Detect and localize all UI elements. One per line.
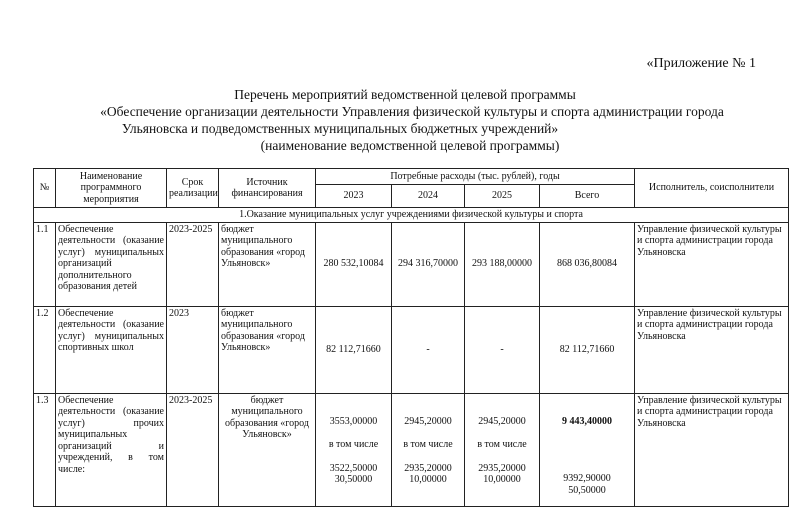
row-source: бюджет муниципального образования «город Ульяновск»: [219, 393, 316, 506]
title-line-2: «Обеспечение организации деятельности Управления физической культуры и спорта администрации города: [100, 104, 724, 119]
row-num: 1.1: [34, 222, 56, 306]
header-num: №: [34, 169, 56, 208]
row-2025: 2945,20000: [478, 415, 526, 427]
row-term: 2023-2025: [167, 393, 219, 506]
appendix-label: «Приложение № 1: [646, 56, 756, 71]
row-total-sub2: 50,50000: [568, 484, 606, 496]
row-2024-sub2: 10,00000: [409, 474, 447, 485]
section-row: [34, 208, 789, 223]
row-2024: -: [392, 306, 465, 393]
header-row-1: [34, 169, 789, 185]
header-total: Всего: [540, 185, 635, 208]
header-executor: Исполнитель, соисполнители: [635, 169, 789, 208]
activities-table: [33, 168, 789, 507]
row-2024: 294 316,70000: [392, 222, 465, 306]
row-2025-sub2: 10,00000: [483, 474, 521, 485]
row-num: 1.3: [34, 393, 56, 506]
table-row: [34, 222, 789, 306]
table-row: [34, 393, 789, 506]
row-2023-sub1: 3522,50000: [329, 462, 378, 474]
row-executor: Управление физической культуры и спорта администрации города Ульяновска: [635, 393, 789, 506]
row-source: бюджет муниципального образования «город Ульяновск»: [219, 306, 316, 393]
row-2023-cell: [316, 393, 392, 506]
document-title: [0, 86, 800, 154]
header-2023: 2023: [316, 185, 392, 208]
row-2023-sub2: 30,50000: [334, 474, 373, 485]
row-2025: -: [465, 306, 540, 393]
row-2024-sub1: 2935,20000: [404, 462, 452, 474]
row-name: Обеспечение деятельности (оказание услуг) муниципальных спортивных школ: [56, 306, 167, 393]
header-2025: 2025: [465, 185, 540, 208]
row-total-sub1: 9392,90000: [563, 473, 611, 484]
row-2023: 82 112,71660: [316, 306, 392, 393]
title-line-4: (наименование ведомственной целевой программы): [260, 138, 560, 153]
row-2025-sub1: 2935,20000: [478, 462, 526, 474]
row-executor: Управление физической культуры и спорта администрации города Ульяновска: [635, 306, 789, 393]
row-2024: 2945,20000: [404, 415, 452, 427]
header-source: Источник финансирования: [219, 169, 316, 208]
row-total-cell: [540, 393, 635, 506]
row-2025-cell: [465, 393, 540, 506]
section-title: 1.Оказание муниципальных услуг учреждениями физической культуры и спорта: [34, 208, 789, 223]
row-2025-incl: в том числе: [477, 439, 527, 450]
row-executor: Управление физической культуры и спорта администрации города Ульяновска: [635, 222, 789, 306]
row-total: 9 443,40000: [562, 415, 613, 427]
title-line-1: Перечень мероприятий ведомственной целевой программы: [234, 87, 576, 102]
row-2023-incl: в том числе: [328, 439, 379, 450]
header-expenses: Потребные расходы (тыс. рублей), годы: [316, 169, 635, 185]
row-term: 2023: [167, 306, 219, 393]
row-2024-incl: в том числе: [403, 439, 453, 450]
header-2024: 2024: [392, 185, 465, 208]
row-name: Обеспечение деятельности (оказание услуг) прочих муниципальных организаций и учреждений, в том числе:: [56, 393, 167, 506]
row-num: 1.2: [34, 306, 56, 393]
row-source: бюджет муниципального образования «город Ульяновск»: [219, 222, 316, 306]
row-total: 868 036,80084: [540, 222, 635, 306]
header-name: Наименование программного мероприятия: [56, 169, 167, 208]
row-term: 2023-2025: [167, 222, 219, 306]
title-line-3: Ульяновска и подведомственных муниципальных бюджетных учреждений»: [121, 121, 559, 136]
row-total: 82 112,71660: [540, 306, 635, 393]
row-2023: 280 532,10084: [316, 222, 392, 306]
row-2024-cell: [392, 393, 465, 506]
table-row: [34, 306, 789, 393]
row-2025: 293 188,00000: [465, 222, 540, 306]
header-term: Срок реализации: [167, 169, 219, 208]
row-2023: 3553,00000: [329, 415, 378, 427]
row-name: Обеспечение деятельности (оказание услуг) муниципальных организаций дополнительного образования детей: [56, 222, 167, 306]
